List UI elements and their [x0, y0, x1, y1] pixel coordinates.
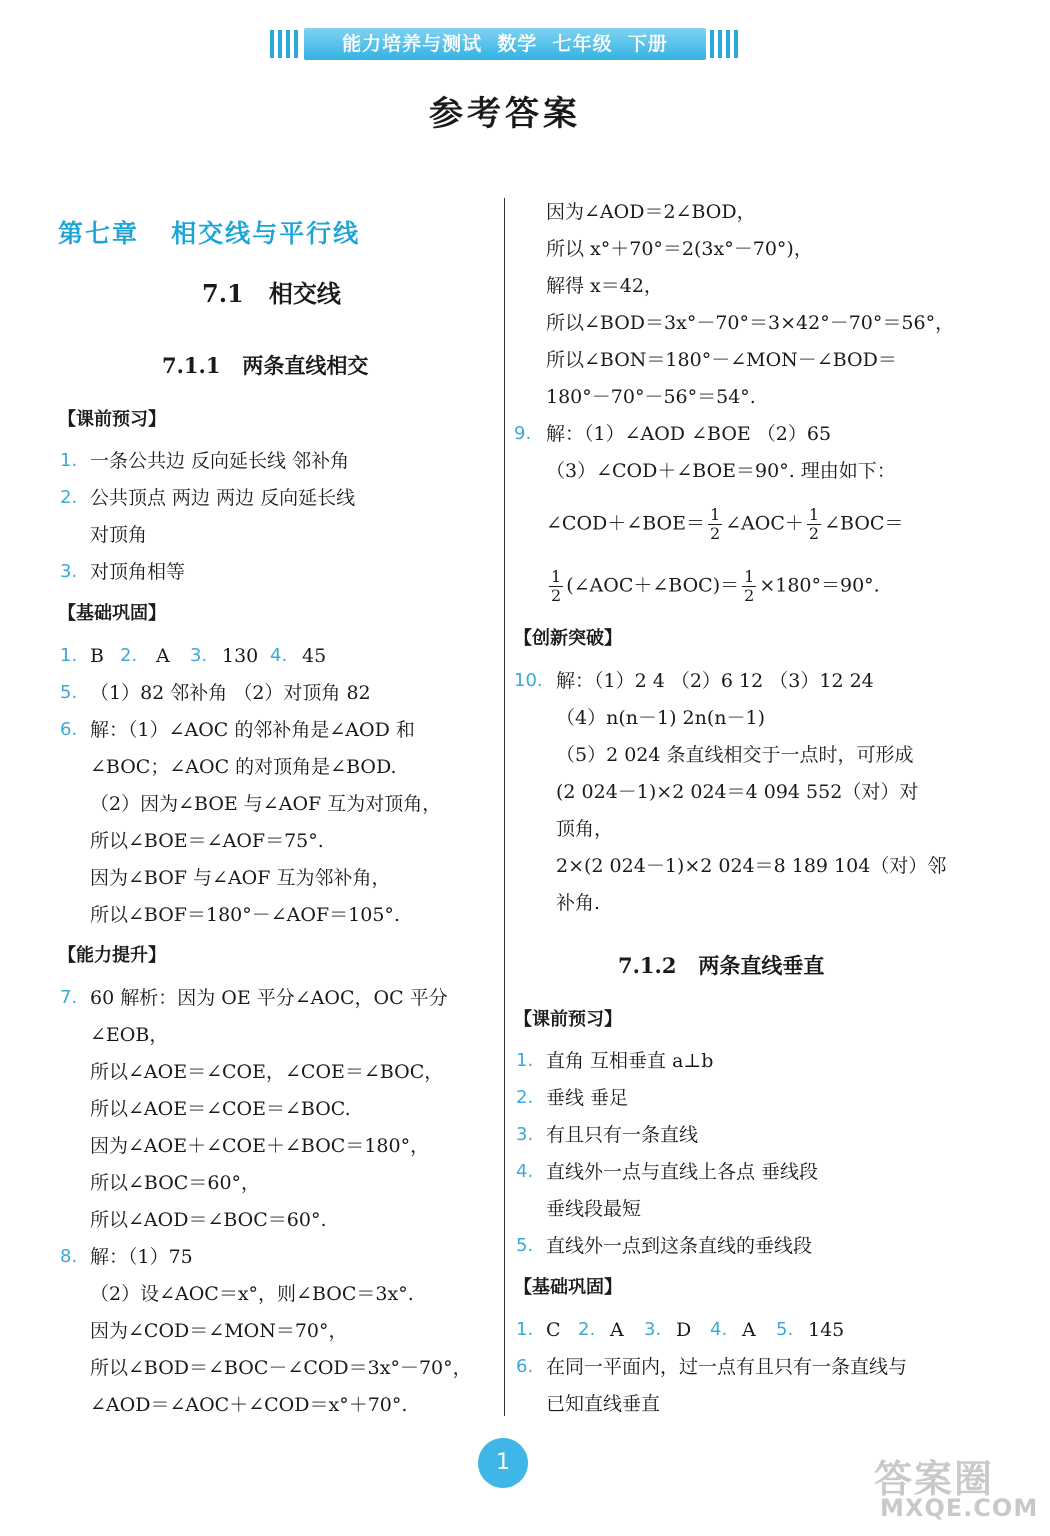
answer-line: 因为∠AOE＋∠COE＋∠BOC＝180°， [90, 1135, 430, 1157]
answer-value: B [90, 645, 104, 667]
item-number: 1. [60, 450, 78, 471]
item-number: 9. [514, 423, 532, 444]
label-basic: 【基础巩固】 [514, 1277, 622, 1298]
label-innovation: 【创新突破】 [514, 628, 622, 649]
banner-stripes-left [270, 30, 300, 58]
answer-value: D [676, 1319, 692, 1341]
answer-line: 所以∠BOE＝∠AOF＝75°. [90, 830, 324, 852]
answer-line: 所以∠AOE＝∠COE＝∠BOC. [90, 1098, 351, 1120]
fraction-half [742, 568, 756, 605]
answer-value: 130 [222, 645, 259, 667]
answer-line: ∠EOB， [90, 1024, 169, 1046]
answer-line: （2）设∠AOC＝x°，则∠BOC＝3x°. [90, 1283, 414, 1305]
page-number: 1 [478, 1438, 528, 1488]
equation-part: ×180°＝90°. [759, 574, 880, 597]
answer-line: 180°－70°－56°＝54°. [546, 386, 756, 408]
item-number: 2. [60, 487, 78, 508]
item-number: 2. [516, 1087, 534, 1108]
answer-line: 补角. [556, 892, 601, 914]
section-heading-7-1-1: 7.1.1 两条直线相交 [162, 353, 369, 378]
item-number: 5. [60, 682, 78, 703]
answer-value: A [610, 1319, 624, 1341]
fraction-denominator: 2 [808, 524, 820, 543]
item-number: 7. [60, 987, 78, 1008]
fraction-denominator: 2 [744, 586, 755, 605]
answer-line: 所以 x°＋70°＝2(3x°－70°)， [546, 238, 813, 260]
item-number: 10. [514, 670, 543, 691]
column-divider [504, 198, 505, 1416]
equation-part: (∠AOC＋∠BOC)＝ [566, 574, 740, 597]
item-number: 2. [578, 1319, 596, 1340]
fraction-numerator: 1 [551, 567, 562, 586]
answer-line: ∠BOC；∠AOC 的对顶角是∠BOD. [90, 756, 397, 778]
label-basic: 【基础巩固】 [58, 603, 166, 624]
watermark-line-2: MXQE.COM [880, 1494, 1039, 1522]
watermark-logo [870, 1448, 1040, 1528]
item-number: 4. [710, 1319, 728, 1340]
fraction-equation-line [546, 568, 880, 605]
answer-value: A [156, 645, 170, 667]
answer-line: (2 024－1)×2 024＝4 094 552（对）对 [556, 781, 919, 803]
item-number: 1. [60, 645, 78, 666]
item-number: 2. [120, 645, 138, 666]
equation-part: ∠BOC＝ [824, 512, 904, 535]
answer-value: C [546, 1319, 561, 1341]
answer-value: 45 [302, 645, 327, 667]
equation-part: ∠COD＋∠BOE＝ [546, 512, 705, 535]
fraction-denominator: 2 [551, 586, 562, 605]
answer-line: （3）∠COD＋∠BOE＝90°. 理由如下： [546, 460, 896, 482]
item-number: 3. [516, 1124, 534, 1145]
answer-line: 直线外一点与直线上各点 垂线段 [546, 1161, 819, 1183]
label-preview: 【课前预习】 [58, 409, 166, 430]
item-number: 1. [516, 1050, 534, 1071]
answer-value: 145 [808, 1319, 845, 1341]
answer-line: ∠AOD＝∠AOC＋∠COD＝x°＋70°. [90, 1394, 408, 1416]
answer-line: 所以∠BON＝180°－∠MON－∠BOD＝ [546, 349, 897, 371]
item-number: 3. [190, 645, 208, 666]
answer-line: 对顶角相等 [90, 561, 186, 583]
answer-line: 在同一平面内，过一点有且只有一条直线与 [546, 1356, 908, 1378]
answer-line: 因为∠COD＝∠MON＝70°， [90, 1320, 348, 1342]
answer-line: （5）2 024 条直线相交于一点时，可形成 [556, 744, 914, 766]
chapter-title: 第七章 相交线与平行线 [58, 219, 361, 248]
label-ability: 【能力提升】 [58, 945, 166, 966]
fraction-numerator: 1 [709, 505, 721, 524]
answer-line: （1）82 邻补角 （2）对顶角 82 [90, 682, 371, 704]
item-number: 5. [776, 1319, 794, 1340]
fraction-half [549, 568, 563, 605]
answer-line: 直线外一点到这条直线的垂线段 [546, 1235, 813, 1257]
item-number: 6. [60, 719, 78, 740]
fraction-half [708, 506, 722, 543]
fraction-numerator: 1 [808, 505, 820, 524]
item-number: 4. [270, 645, 288, 666]
answer-line: 公共顶点 两边 两边 反向延长线 [90, 487, 356, 509]
watermark-line-1: 答案圈 [874, 1457, 995, 1501]
answer-line: 60 解析：因为 OE 平分∠AOC，OC 平分 [90, 987, 448, 1009]
equation-part: ∠AOC＋ [725, 512, 804, 535]
item-number: 5. [516, 1235, 534, 1256]
item-number: 6. [516, 1356, 534, 1377]
page-title: 参考答案 [429, 94, 581, 134]
section-heading-7-1: 7.1 相交线 [202, 279, 341, 308]
answer-line: 所以∠AOE＝∠COE，∠COE＝∠BOC， [90, 1061, 444, 1083]
answer-line: （2）因为∠BOE 与∠AOF 互为对顶角， [90, 793, 442, 815]
answer-line: 顶角， [556, 818, 614, 840]
answer-line: 解：（1）∠AOC 的邻补角是∠AOD 和 [90, 719, 415, 741]
item-number: 3. [644, 1319, 662, 1340]
answer-line: 一条公共边 反向延长线 邻补角 [90, 450, 350, 472]
answer-line: 因为∠BOF 与∠AOF 互为邻补角， [90, 867, 391, 889]
answer-line: 对顶角 [90, 524, 148, 546]
fraction-equation-line [546, 506, 903, 543]
fraction-half [807, 506, 821, 543]
fraction-denominator: 2 [709, 524, 721, 543]
answer-line: 垂线段最短 [546, 1198, 642, 1220]
answer-line: 有且只有一条直线 [546, 1124, 699, 1146]
banner-text: 能力培养与测试 数学 七年级 下册 [304, 28, 706, 60]
header-banner [270, 26, 740, 62]
answer-line: 所以∠BOD＝3x°－70°＝3×42°－70°＝56°， [546, 312, 955, 334]
answer-line: 所以∠BOF＝180°－∠AOF＝105°. [90, 904, 400, 926]
answer-line: 所以∠BOD＝∠BOC－∠COD＝3x°－70°， [90, 1357, 472, 1379]
answer-line: 所以∠BOC＝60°， [90, 1172, 261, 1194]
answer-line: 2×(2 024－1)×2 024＝8 189 104（对）邻 [556, 855, 947, 877]
item-number: 3. [60, 561, 78, 582]
answer-line: （4）n(n－1) 2n(n－1) [556, 707, 765, 729]
answer-line: 解：（1）75 [90, 1246, 193, 1268]
answer-line: 所以∠AOD＝∠BOC＝60°. [90, 1209, 327, 1231]
banner-stripes-right [710, 30, 740, 58]
answer-line: 解：（1）2 4 （2）6 12 （3）12 24 [556, 670, 874, 692]
item-number: 4. [516, 1161, 534, 1182]
answer-line: 解得 x＝42， [546, 275, 663, 297]
section-heading-7-1-2: 7.1.2 两条直线垂直 [618, 953, 825, 978]
item-number: 8. [60, 1246, 78, 1267]
answer-line: 垂线 垂足 [546, 1087, 629, 1109]
answer-line: 解：（1）∠AOD ∠BOE （2）65 [546, 423, 832, 445]
item-number: 1. [516, 1319, 534, 1340]
fraction-numerator: 1 [744, 567, 755, 586]
answer-line: 直角 互相垂直 a⊥b [546, 1050, 714, 1072]
answer-line: 因为∠AOD＝2∠BOD， [546, 201, 756, 223]
answer-line: 已知直线垂直 [546, 1393, 661, 1415]
answer-value: A [742, 1319, 756, 1341]
label-preview: 【课前预习】 [514, 1009, 622, 1030]
